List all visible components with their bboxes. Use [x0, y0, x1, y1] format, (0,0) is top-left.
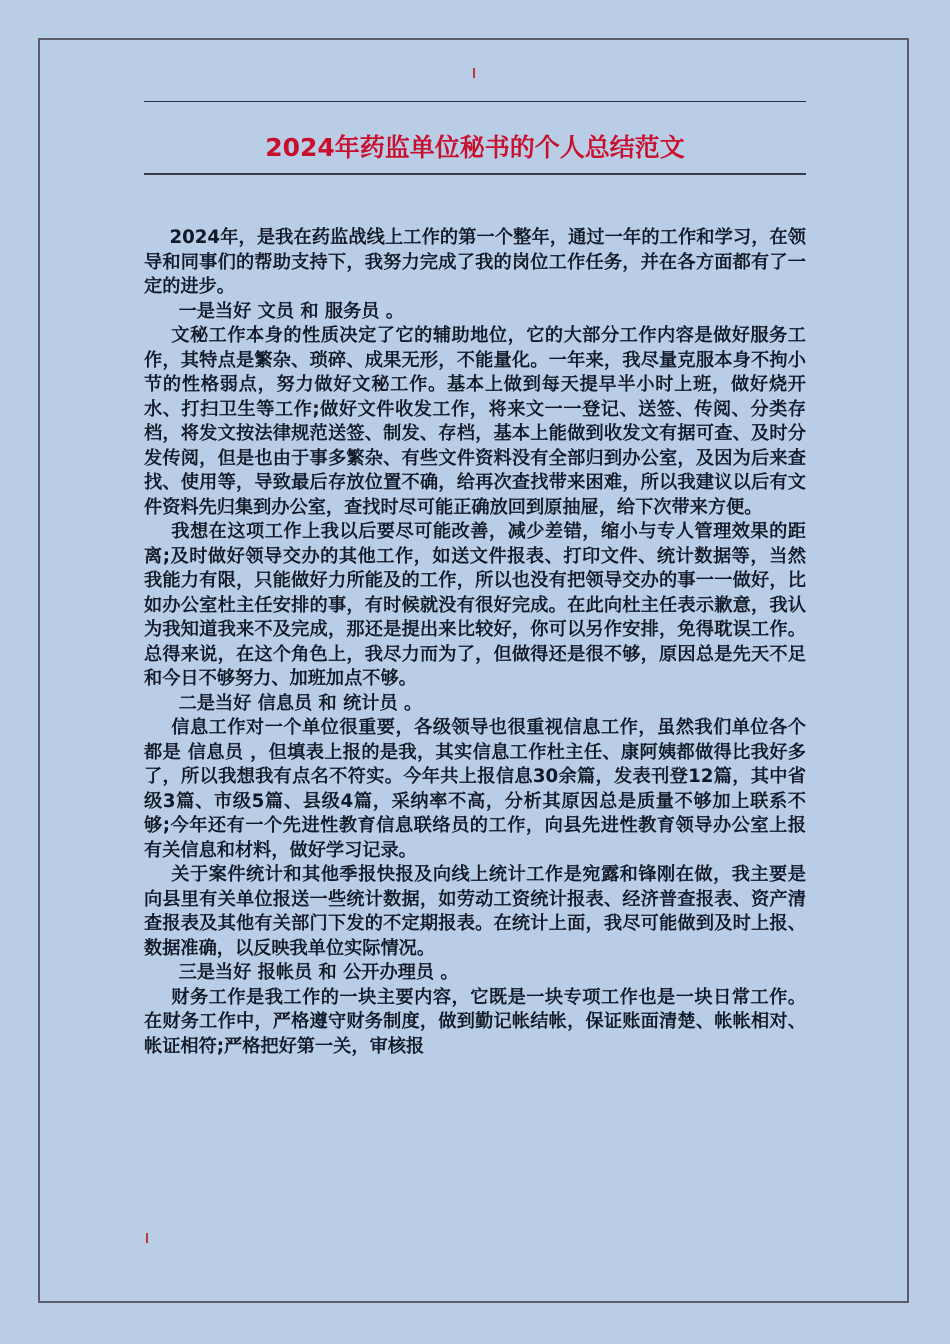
- title-underline-rule: [144, 173, 806, 175]
- header-marker: [473, 68, 475, 78]
- document-title: 2024年药监单位秘书的个人总结范文: [265, 133, 685, 162]
- header-rule: [144, 101, 806, 102]
- section-heading-1: 一是当好 文员 和 服务员 。: [178, 300, 404, 322]
- paragraph: 关于案件统计和其他季报快报及向线上统计工作是宛露和锋刚在做，我主要是向县里有关单位报送一些统计数据，如劳动工资统计报表、经济普查报表、资产清查报表及其他有关部门下发的不定期报表。在统计上面，我尽可能做到及时上报、数据准确，以反映我单位实际情况。: [144, 864, 806, 959]
- paragraph: 财务工作是我工作的一块主要内容，它既是一块专项工作也是一块日常工作。在财务工作中，严格遵守财务制度，做到勤记帐结帐，保证账面清楚、帐帐相对、帐证相符;严格把好第一关，审核报: [144, 986, 806, 1057]
- paragraph: 我想在这项工作上我以后要尽可能改善，减少差错，缩小与专人管理效果的距离;及时做好领导交办的其他工作，如送文件报表、打印文件、统计数据等，当然我能力有限，只能做好力所能及的工作，所以也没有把领导交办的事一一做好，比如办公室杜主任安排的事，有时候就没有很好完成。在此向杜主任表示歉意，我认为我知道我来不及完成，那还是提出来比较好，你可以另作安排，免得耽误工作。总得来说，在这个角色上，我尽力而为了，但做得还是很不够，原因总是先天不足和今日不够努力、加班加点不够。: [144, 521, 806, 689]
- paragraph: 信息工作对一个单位很重要，各级领导也很重视信息工作，虽然我们单位各个都是 信息员 ，但填表上报的是我，其实信息工作杜主任、康阿姨都做得比我好多了，所以我想我有点名不符实。今年共上报信息30余篇，发表刊登12篇，其中省级3篇、市级5篇、县级4篇，采纳率不高，分析其原因总是质量不够加上联系不够;今年还有一个先进性教育信息联络员的工作，向县先进性教育领导办公室上报有关信息和材料，做好学习记录。: [144, 717, 806, 861]
- paragraph-intro: 2024年，是我在药监战线上工作的第一个整年，通过一年的工作和学习，在领导和同事们的帮助支持下，我努力完成了我的岗位工作任务，并在各方面都有了一定的进步。: [144, 227, 806, 297]
- footer-marker: [146, 1233, 148, 1243]
- paragraph: 文秘工作本身的性质决定了它的辅助地位，它的大部分工作内容是做好服务工作，其特点是繁杂、琐碎、成果无形，不能量化。一年来，我尽量克服本身不拘小节的性格弱点，努力做好文秘工作。基本上做到每天提早半小时上班，做好烧开水、打扫卫生等工作;做好文件收发工作，将来文一一登记、送签、传阅、分类存档，将发文按法律规范送签、制发、存档，基本上能做到收发文有据可查、及时分发传阅，但是也由于事多繁杂、有些文件资料没有全部归到办公室，及因为后来查找、使用等，导致最后存放位置不确，给再次查找带来困难，所以我建议以后有文件资料先归集到办公室，查找时尽可能正确放回到原抽屉，给下次带来方便。: [144, 325, 806, 518]
- document-body: [144, 226, 806, 1059]
- section-heading-2: 二是当好 信息员 和 统计员 。: [178, 692, 423, 714]
- section-heading-3: 三是当好 报帐员 和 公开办理员 。: [178, 962, 459, 983]
